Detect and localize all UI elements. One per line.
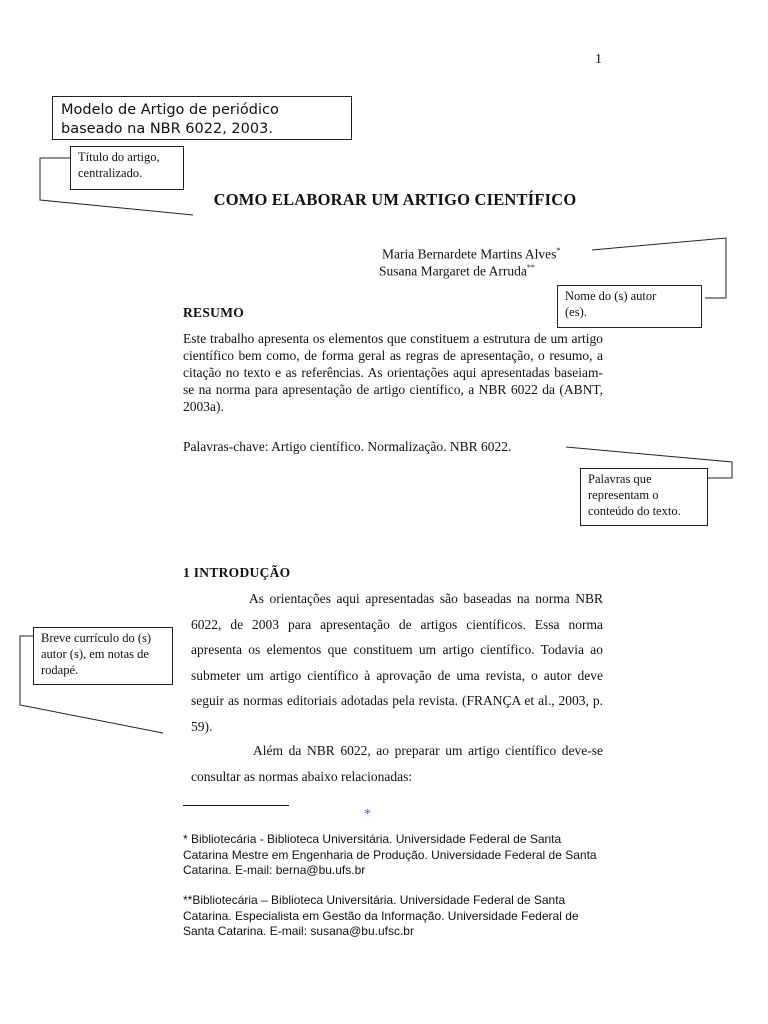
abstract-text: Este trabalho apresenta os elementos que constituem a estrutura de um artigo científico bem como, de forma geral as regras de apresentação, o resumo, a citação no texto e as referências. As orientações aqui apresentadas baseiam-se na norma para apresentação de artigo científico, a NBR 6022 da (ABNT, 2003a). — [183, 331, 603, 414]
model-label-line1: Modelo de Artigo de periódico — [61, 102, 279, 118]
intro-heading: 1 INTRODUÇÃO — [183, 565, 291, 580]
footnote-2: **Bibliotecária – Biblioteca Universitária. Universidade Federal de Santa Catarina. Especialista em Gestão da Informação. Universidade Federal de Santa Catarina. E-mail: susana@bu.ufsc.br — [183, 893, 579, 938]
author-note-line2: (es). — [565, 305, 587, 319]
model-label-line2: baseado na NBR 6022, 2003. — [61, 121, 273, 137]
title-note-line2: centralizado. — [78, 166, 143, 180]
author-note-line1: Nome do (s) autor — [565, 289, 657, 303]
author-2 — [379, 263, 535, 280]
keywords-note-box — [580, 468, 708, 526]
intro-paragraph-2: Além da NBR 6022, ao preparar um artigo científico deve-se consultar as normas abaixo relacionadas: — [191, 743, 603, 784]
author-2-mark: ** — [526, 263, 535, 272]
keywords-line: Palavras-chave: Artigo científico. Normalização. NBR 6022. — [183, 439, 512, 454]
title-note-line1: Título do artigo, — [78, 150, 160, 164]
author-1-name: Maria Bernardete Martins Alves — [382, 246, 557, 262]
keywords-note-line2: representam o — [588, 488, 659, 502]
page-number: 1 — [595, 52, 602, 67]
title-note-box — [70, 146, 184, 190]
curriculum-note-line2: autor (s), em notas de — [41, 647, 149, 661]
footnote-separator — [183, 805, 289, 806]
author-1 — [382, 246, 560, 263]
author-2-name: Susana Margaret de Arruda — [379, 263, 527, 279]
intro-paragraph-1: As orientações aqui apresentadas são baseadas na norma NBR 6022, de 2003 para apresentação de artigos científicos. Essa norma apresenta os elementos que constituem um artigo científico. Todavia ao submeter um artigo científico à aprovação de uma revista, o autor deve seguir as normas editoriais adotadas pela revista. (FRANÇA et al., 2003, p. 59). — [191, 591, 603, 734]
keywords-note-line3: conteúdo do texto. — [588, 504, 681, 518]
footnote-1: * Bibliotecária - Biblioteca Universitária. Universidade Federal de Santa Catarina Mestre em Engenharia de Produção. Universidade Federal de Santa Catarina. E-mail: berna@bu.ufs.br — [183, 832, 597, 877]
author-1-mark: * — [556, 246, 561, 255]
author-note-box — [557, 285, 702, 328]
article-title: COMO ELABORAR UM ARTIGO CIENTÍFICO — [213, 190, 577, 209]
footnote-marker: * — [364, 807, 371, 822]
curriculum-note-line1: Breve currículo do (s) — [41, 631, 152, 645]
keywords-note-line1: Palavras que — [588, 472, 652, 486]
abstract-heading: RESUMO — [183, 305, 245, 320]
curriculum-note-box — [33, 627, 173, 685]
curriculum-note-line3: rodapé. — [41, 663, 79, 677]
model-label-box — [52, 96, 352, 140]
